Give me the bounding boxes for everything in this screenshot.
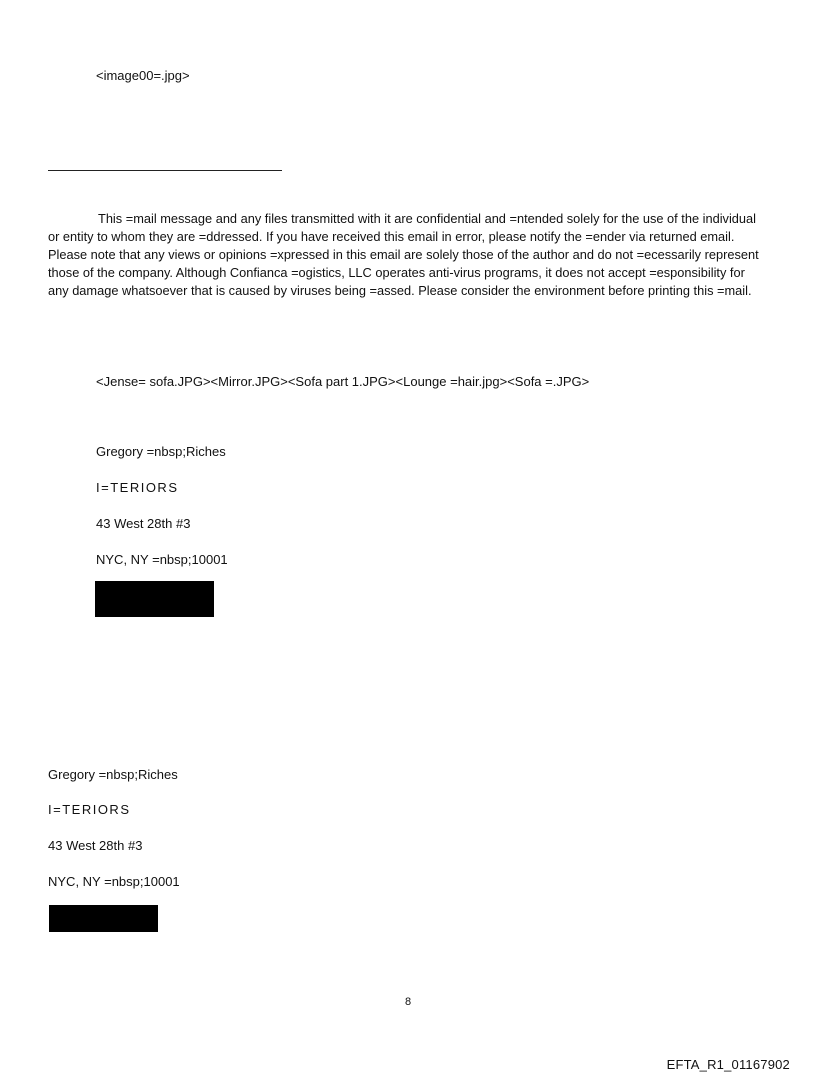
signature-city: NYC, NY =nbsp;10001 <box>48 874 180 889</box>
confidentiality-disclaimer: This =mail message and any files transmitted with it are confidential and =ntended solely for the use of the individual or entity to whom they are =ddressed. If you have received this email in error, please notify the =ender via returned email. Please note that any views or opinions =xpressed in this email are solely those of the author and do not =ecessarily represent those of the company. Although Confianca =ogistics, LLC operates anti-virus programs, it does not accept =esponsibility for any damage whatsoever that is caused by viruses being =assed. Please consider the environment before printing this =mail. <box>48 211 759 298</box>
bates-number: EFTA_R1_01167902 <box>666 1057 790 1072</box>
signature-address: 43 West 28th #3 <box>96 516 191 531</box>
page-number: 8 <box>404 996 412 1008</box>
redaction-box <box>95 581 214 617</box>
image-placeholder: <image00=.jpg> <box>96 68 190 83</box>
signature-company: I=TERIORS <box>96 480 179 495</box>
signature-company: I=TERIORS <box>48 802 131 817</box>
signature-city: NYC, NY =nbsp;10001 <box>96 552 228 567</box>
signature-address: 43 West 28th #3 <box>48 838 143 853</box>
separator-line <box>48 170 282 171</box>
signature-name: Gregory =nbsp;Riches <box>48 767 178 782</box>
redaction-box <box>49 905 158 932</box>
signature-name: Gregory =nbsp;Riches <box>96 444 226 459</box>
attachments-list: <Jense= sofa.JPG><Mirror.JPG><Sofa part 1.JPG><Lounge =hair.jpg><Sofa =.JPG> <box>96 374 590 389</box>
